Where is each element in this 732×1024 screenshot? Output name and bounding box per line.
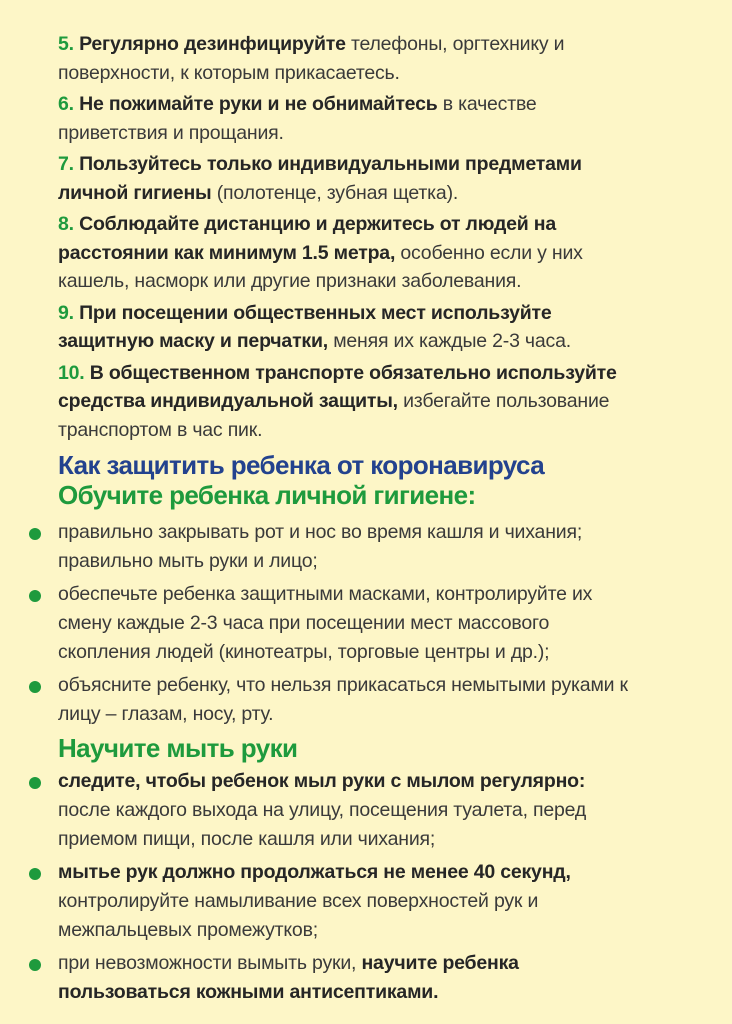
rule-number: 7. <box>58 153 74 175</box>
rule-item <box>58 30 632 87</box>
list-item <box>58 518 632 576</box>
rule-text: в качестве приветствия и прощания. <box>58 93 537 144</box>
list-item-text: объясните ребенку, что нельзя прикасаться немытыми руками к лицу – глазам, носу, рту. <box>58 674 628 725</box>
handwash-list <box>58 767 632 1007</box>
list-item-bold: научите ребенка пользоваться кожными антисептиками. <box>58 952 519 1003</box>
rule-bold-text: При посещении общественных мест используйте защитную маску и перчатки, <box>58 301 552 352</box>
rule-number: 10. <box>58 361 85 384</box>
hygiene-title: Обучите ребенка личной гигиене: <box>58 480 476 510</box>
green-dot-icon <box>29 959 41 971</box>
green-dot-icon <box>29 777 41 789</box>
rule-text: особенно если у них кашель, насморк или другие признаки заболевания. <box>58 241 583 292</box>
list-item <box>58 767 632 854</box>
list-item-text: после каждого выхода на улицу, посещения туалета, перед приемом пищи, после кашля или чихания; <box>58 799 587 850</box>
rule-bold-text: Не пожимайте руки и не обнимайтесь <box>79 93 438 115</box>
rule-item <box>58 299 632 356</box>
rule-text: телефоны, оргтехнику и поверхности, к которым прикасаетесь. <box>58 33 565 84</box>
rule-bold-text: Регулярно дезинфицируйте <box>79 33 346 55</box>
green-dot-icon <box>29 868 41 880</box>
list-item-bold: следите, чтобы ребенок мыл руки с мылом регулярно: <box>58 770 586 792</box>
handwash-title: Научите мыть руки <box>58 733 298 763</box>
list-item-lead: при невозможности вымыть руки, <box>58 952 362 974</box>
green-dot-icon <box>29 590 41 602</box>
rule-item <box>58 150 632 207</box>
rule-number: 8. <box>58 213 74 235</box>
list-item <box>58 949 632 1007</box>
list-item <box>58 858 632 945</box>
rules-list <box>58 30 632 444</box>
rule-item <box>58 359 632 445</box>
rule-text: меняя их каждые 2-3 часа. <box>327 330 571 352</box>
green-dot-icon <box>29 528 41 540</box>
green-dot-icon <box>29 681 41 693</box>
list-item-text: правильно закрывать рот и нос во время кашля и чихания; правильно мыть руки и лицо; <box>58 521 583 572</box>
list-item-text: контролируйте намыливание всех поверхностей рук и межпальцевых промежутков; <box>58 890 539 941</box>
hygiene-list <box>58 518 632 729</box>
rule-text: (полотенце, зубная щетка). <box>211 181 459 204</box>
rule-number: 6. <box>58 93 74 115</box>
list-item-text: обеспечьте ребенка защитными масками, контролируйте их смену каждые 2-3 часа при посещении мест массового скопления людей (кинотеатры, торговые центры и др.); <box>58 583 593 663</box>
rule-bold-text: Пользуйтесь только индивидуальными предметами личной гигиены <box>58 153 582 204</box>
rule-number: 5. <box>58 33 74 55</box>
rule-bold-text: Соблюдайте дистанцию и держитесь от людей на расстоянии как минимум 1.5 метра, <box>58 213 556 264</box>
list-item <box>58 580 632 667</box>
list-item <box>58 671 632 729</box>
rule-number: 9. <box>58 301 74 324</box>
rule-text: избегайте пользование транспортом в час пик. <box>58 390 610 441</box>
rule-bold-text: В общественном транспорте обязательно используйте средства индивидуальной защиты, <box>58 361 617 412</box>
list-item-bold: мытье рук должно продолжаться не менее 40 секунд, <box>58 861 571 883</box>
rule-item <box>58 90 632 147</box>
section-title: Как защитить ребенка от коронавируса <box>58 450 545 480</box>
rule-item <box>58 210 632 296</box>
